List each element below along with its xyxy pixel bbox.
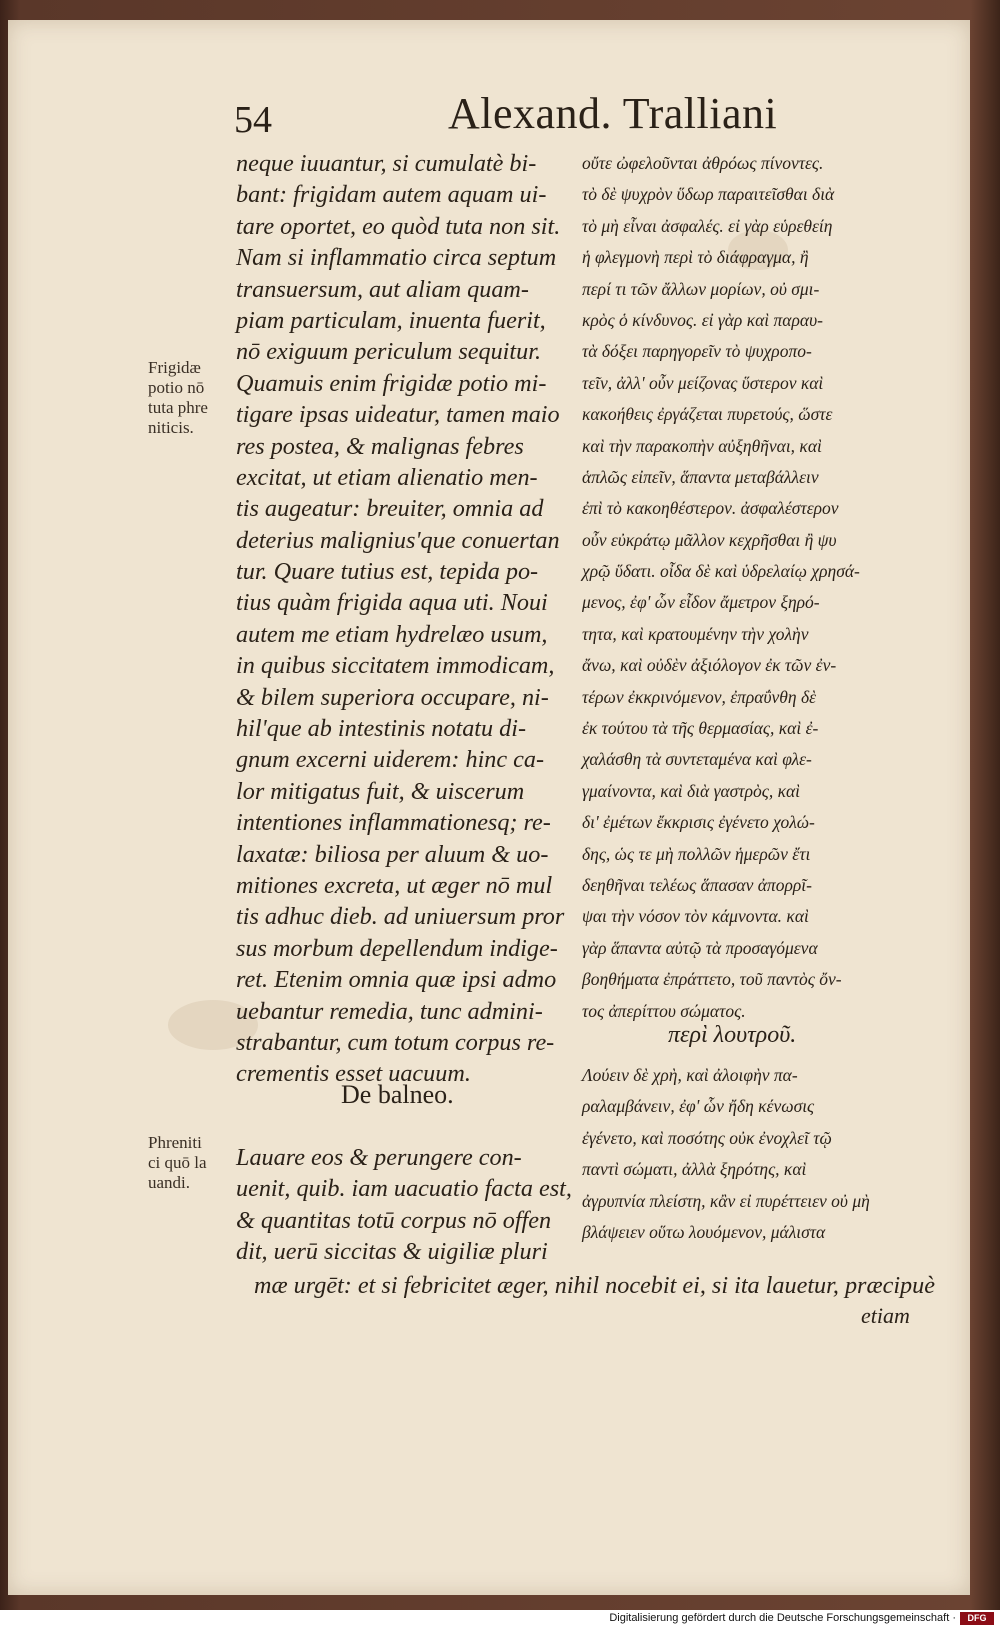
latin-line: crementis esset uacuum. (236, 1060, 471, 1088)
latin-line: bant: frigidam autem aquam ui- (236, 181, 547, 209)
latin-line: in quibus siccitatem immodicam, (236, 652, 555, 680)
latin-line: uebantur remedia, tunc admini- (236, 997, 543, 1025)
greek-line: ἄνω, καὶ οὐδὲν ἀξιόλογον ἐκ τῶν ἐν- (582, 655, 837, 676)
greek-column-2 (582, 1060, 922, 1248)
greek-line: γὰρ ἅπαντα αὐτῷ τὰ προσαγόμενα (582, 937, 818, 958)
greek-line: περί τι τῶν ἄλλων μορίων, οὐ σμι- (582, 278, 820, 299)
latin-line: Quamuis enim frigidæ potio mi- (236, 369, 547, 397)
latin-line: res postea, & malignas febres (236, 432, 524, 460)
greek-line: παντὶ σώματι, ἀλλὰ ξηρότης, καὶ (582, 1159, 807, 1180)
digitization-footer (0, 1610, 1000, 1628)
book-page (8, 20, 970, 1595)
greek-line: χρῷ ὕδατι. οἶδα δὲ καὶ ὑδρελαίῳ χρησά- (582, 561, 860, 582)
greek-line: οὔτε ὠφελοῦνται ἀθρόως πίνοντες. (582, 153, 824, 173)
greek-line: βοηθήματα ἐπράττετο, τοῦ παντὸς ὄν- (582, 969, 842, 990)
latin-line: excitat, ut etiam alienatio men- (236, 463, 538, 491)
margin-line: Frigidæ (148, 358, 201, 377)
latin-column (236, 148, 571, 1090)
latin-line: tis augeatur: breuiter, omnia ad (236, 495, 544, 523)
latin-line: ret. Etenim omnia quæ ipsi admo (236, 966, 557, 994)
section-heading-de-balneo: De balneo. (341, 1080, 454, 1109)
latin-line: tur. Quare tutius est, tepida po- (236, 558, 539, 586)
latin-column-2 (236, 1142, 571, 1268)
marginal-note-frigidae (148, 358, 236, 438)
greek-line: ἐγένετο, καὶ ποσότης οὐκ ἐνοχλεῖ τῷ (582, 1127, 832, 1148)
dfg-logo-icon: DFG (960, 1612, 994, 1625)
running-header (8, 88, 970, 148)
latin-line: gnum excerni uiderem: hinc ca- (236, 746, 545, 774)
greek-line: βλάψειεν οὕτω λουόμενον, μάλιστα (582, 1221, 826, 1242)
latin-line: autem me etiam hydrelæo usum, (236, 620, 548, 648)
running-title: Alexand. Tralliani (448, 89, 778, 138)
margin-line: Phreniti (148, 1133, 202, 1152)
latin-line: mitiones excreta, ut æger nō mul (236, 871, 553, 899)
greek-line: ραλαμβάνειν, ἐφ' ὧν ἤδη κένωσις (582, 1096, 815, 1117)
margin-line: niticis. (148, 418, 194, 437)
greek-line: ἀγρυπνία πλείστη, κἂν εἰ πυρέττειεν οὐ μὴ (582, 1190, 870, 1211)
greek-line: τος ἀπερίττου σώματος. (582, 1000, 746, 1021)
greek-line: ἁπλῶς εἰπεῖν, ἅπαντα μεταβάλλειν (582, 466, 819, 487)
greek-line: τεῖν, ἀλλ' οὖν μείζονας ὕστερον καὶ (582, 372, 824, 393)
latin-line: uenit, quib. iam uacuatio facta est, (236, 1175, 572, 1203)
greek-line: τὰ δόξει παρηγορεῖν τὸ ψυχροπο- (582, 341, 812, 362)
latin-line: & quantitas totū corpus nō offen (236, 1206, 552, 1234)
greek-line: ἐπὶ τὸ κακοηθέστερον. ἀσφαλέστερον (582, 498, 839, 519)
latin-line: transuersum, aut aliam quam- (236, 275, 529, 303)
latin-line: laxatæ: biliosa per aluum & uo- (236, 840, 549, 868)
greek-line: μενος, ἐφ' ὧν εἶδον ἄμετρον ξηρό- (582, 592, 820, 613)
greek-line: ψαι τὴν νόσον τὸν κάμνοντα. καὶ (582, 906, 809, 927)
section-heading-greek: περὶ λουτροῦ. (668, 1022, 797, 1048)
margin-line: tuta phre (148, 398, 208, 417)
greek-line: κακοήθεις ἐργάζεται πυρετούς, ὥστε (582, 404, 833, 425)
latin-line: intentiones inflammationesq; re- (236, 809, 551, 837)
latin-line: tare oportet, eo quòd tuta non sit. (236, 212, 561, 240)
greek-line: τὸ μὴ εἶναι ἀσφαλές. εἰ γὰρ εὑρεθείη (582, 215, 833, 236)
latin-line: & bilem superiora occupare, ni- (236, 683, 549, 711)
latin-line: dit, uerū siccitas & uigiliæ pluri (236, 1238, 548, 1266)
greek-line: κρὸς ὁ κίνδυνος. εἰ γὰρ καὶ παραυ- (582, 309, 823, 330)
greek-line: δεηθῆναι τελέως ἅπασαν ἀπορρῖ- (582, 874, 812, 895)
marginal-note-phreniti (148, 1133, 236, 1193)
greek-line: οὖν εὐκράτῳ μᾶλλον κεχρῆσθαι ἢ ψυ (582, 529, 837, 550)
latin-line: deterius malignius'que conuertan (236, 526, 560, 554)
greek-line: δης, ὡς τε μὴ πολλῶν ἡμερῶν ἔτι (582, 843, 811, 864)
greek-line: καὶ τὴν παρακοπὴν αὐξηθῆναι, καὶ (582, 435, 822, 456)
latin-line: Lauare eos & perungere con- (236, 1144, 522, 1171)
catchword: etiam (861, 1303, 910, 1328)
margin-line: ci quō la (148, 1153, 207, 1172)
latin-line: lor mitigatus fuit, & uiscerum (236, 777, 525, 805)
latin-line: piam particulam, inuenta fuerit, (236, 306, 546, 334)
page-number: 54 (234, 99, 272, 141)
latin-line: neque iuuantur, si cumulatè bi- (236, 150, 537, 177)
greek-line: ἡ φλεγμονὴ περὶ τὸ διάφραγμα, ἢ (582, 247, 809, 268)
greek-line: δι' ἐμέτων ἔκκρισις ἐγένετο χολώ- (582, 812, 815, 833)
footer-credit: Digitalisierung gefördert durch die Deutsche Forschungsgemeinschaft · (609, 1612, 956, 1624)
margin-line: uandi. (148, 1173, 191, 1192)
greek-line: γμαίνοντα, καὶ διὰ γαστρὸς, καὶ (582, 780, 801, 801)
latin-line: tigare ipsas uideatur, tamen maio (236, 401, 560, 429)
greek-line: χαλάσθη τὰ συντεταμένα καὶ φλε- (582, 749, 812, 770)
latin-line: Nam si inflammatio circa septum (236, 244, 557, 272)
latin-line: sus morbum depellendum indige- (236, 934, 558, 962)
latin-line: hil'que ab intestinis notatu di- (236, 715, 527, 743)
latin-line: nō exiguum periculum sequitur. (236, 338, 541, 366)
greek-line: τὸ δὲ ψυχρὸν ὕδωρ παραιτεῖσθαι διὰ (582, 184, 835, 205)
latin-full-width-line: mæ urgēt: et si febricitet æger, nihil nocebit ei, si ita lauetur, præcipuè (254, 1272, 935, 1299)
margin-line: potio nō (148, 378, 205, 397)
greek-line: ἐκ τούτου τὰ τῆς θερμασίας, καὶ ἐ- (582, 718, 819, 739)
greek-column (582, 148, 922, 1027)
greek-line: Λούειν δὲ χρὴ, καὶ ἀλοιφὴν πα- (582, 1065, 798, 1085)
latin-line: tius quàm frigida aqua uti. Noui (236, 589, 548, 617)
greek-line: τητα, καὶ κρατουμένην τὴν χολὴν (582, 623, 809, 644)
latin-line: strabantur, cum totum corpus re- (236, 1028, 555, 1056)
greek-line: τέρων ἐκκρινόμενον, ἐπραΰνθη δὲ (582, 686, 816, 707)
latin-line: tis adhuc dieb. ad uniuersum pror (236, 903, 565, 931)
